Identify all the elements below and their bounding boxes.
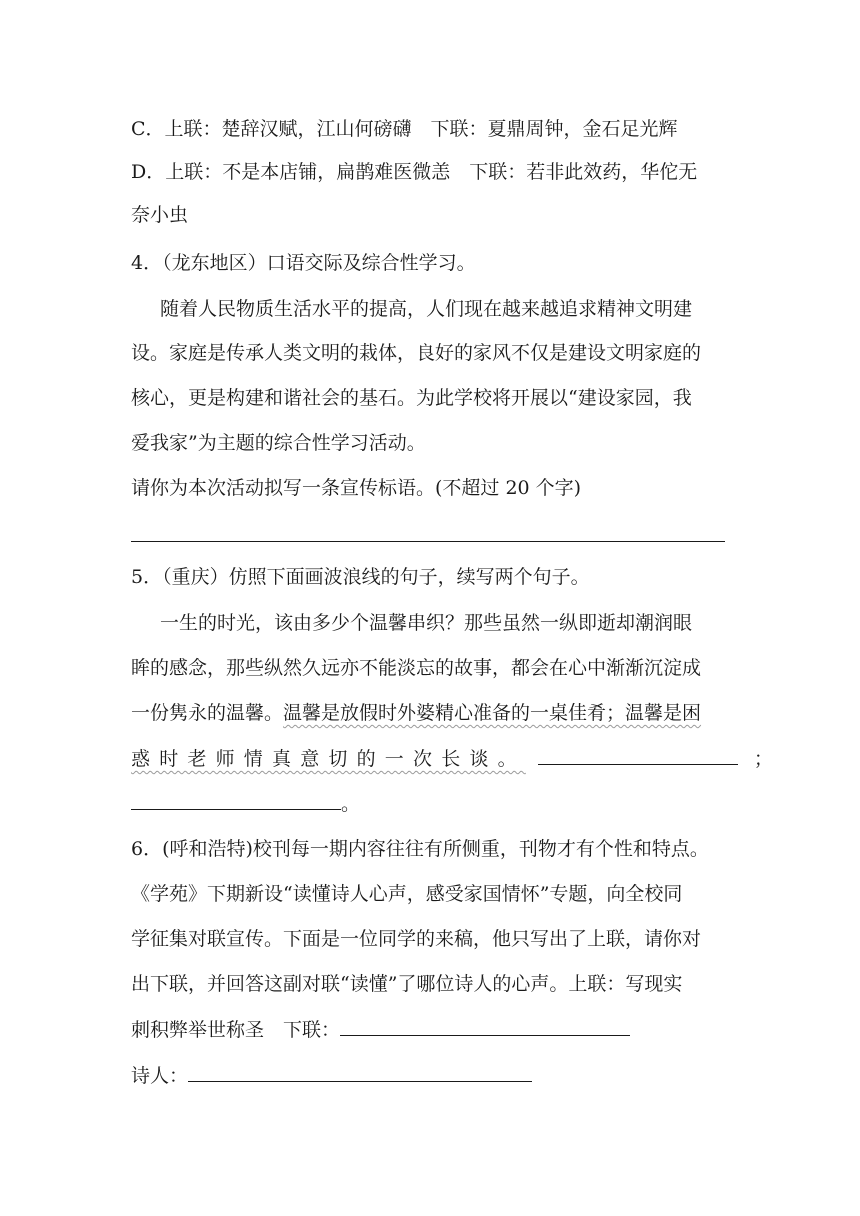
question-6-line-1: 6．(呼和浩特)校刊每一期内容往往有所侧重，刊物才有个性和特点。 bbox=[131, 838, 709, 860]
question-4-paragraph-line-3: 核心，更是构建和谐社会的基石。为此学校将开展以“建设家园，我 bbox=[131, 387, 692, 409]
wavy-underlined-sentence-continued: 惑时老师情真意切的一次长谈。 bbox=[131, 748, 526, 770]
question-5-paragraph-line-3 bbox=[131, 701, 701, 725]
question-5-answer-blank-1[interactable] bbox=[538, 746, 738, 765]
question-6-upper-couplet: 刺积弊举世称圣 下联： bbox=[131, 1019, 341, 1041]
question-6-line-3: 学征集对联宣传。下面是一位同学的来稿，他只写出了上联，请你对 bbox=[131, 928, 702, 950]
question-4-title: 4．（龙东地区）口语交际及综合性学习。 bbox=[131, 252, 476, 274]
option-c: C．上联：楚辞汉赋，江山何磅礴 下联：夏鼎周钟，金石足光辉 bbox=[131, 118, 678, 140]
question-6-line-2: 《学苑》下期新设“读懂诗人心声，感受家国情怀”专题，向全校同 bbox=[131, 883, 683, 905]
question-6-line-5 bbox=[131, 1017, 630, 1042]
semicolon: ； bbox=[753, 748, 773, 770]
question-6-line-4: 出下联，并回答这副对联“读懂”了哪位诗人的心声。上联：写现实 bbox=[131, 973, 683, 995]
question-5-title: 5．（重庆）仿照下面画波浪线的句子，续写两个句子。 bbox=[131, 566, 590, 588]
question-5-plain-text: 一份隽永的温馨。 bbox=[131, 702, 284, 724]
question-4-paragraph-line-4: 爱我家”为主题的综合性学习活动。 bbox=[131, 432, 426, 454]
question-4-prompt: 请你为本次活动拟写一条宣传标语。(不超过 20 个字) bbox=[131, 477, 582, 499]
question-4-answer-line[interactable] bbox=[131, 541, 725, 542]
period: 。 bbox=[341, 793, 361, 815]
question-4-paragraph-line-1: 随着人民物质生活水平的提高，人们现在越来越追求精神文明建 bbox=[160, 298, 693, 320]
option-d-line-1: D．上联：不是本店铺，扁鹊难医微恙 下联：若非此效药，华佗无 bbox=[131, 161, 698, 183]
question-5-paragraph-line-5 bbox=[131, 791, 360, 816]
question-6-poet-line bbox=[131, 1063, 532, 1088]
lower-couplet-answer-blank[interactable] bbox=[340, 1017, 630, 1036]
poet-answer-blank[interactable] bbox=[188, 1063, 532, 1082]
wavy-underlined-sentence: 温馨是放假时外婆精心准备的一桌佳肴；温馨是困 bbox=[283, 702, 702, 724]
question-5-answer-blank-2[interactable] bbox=[131, 791, 341, 810]
option-d-line-2: 奈小虫 bbox=[131, 204, 189, 226]
question-5-paragraph-line-4 bbox=[131, 746, 773, 771]
question-4-paragraph-line-2: 设。家庭是传承人类文明的栽体，良好的家风不仅是建设文明家庭的 bbox=[131, 342, 702, 364]
poet-label: 诗人： bbox=[131, 1065, 189, 1087]
question-5-paragraph-line-1: 一生的时光，该由多少个温馨串织？那些虽然一纵即逝却潮润眼 bbox=[160, 612, 693, 634]
question-5-paragraph-line-2: 眸的感念，那些纵然久远亦不能淡忘的故事，都会在心中渐渐沉淀成 bbox=[131, 657, 702, 679]
